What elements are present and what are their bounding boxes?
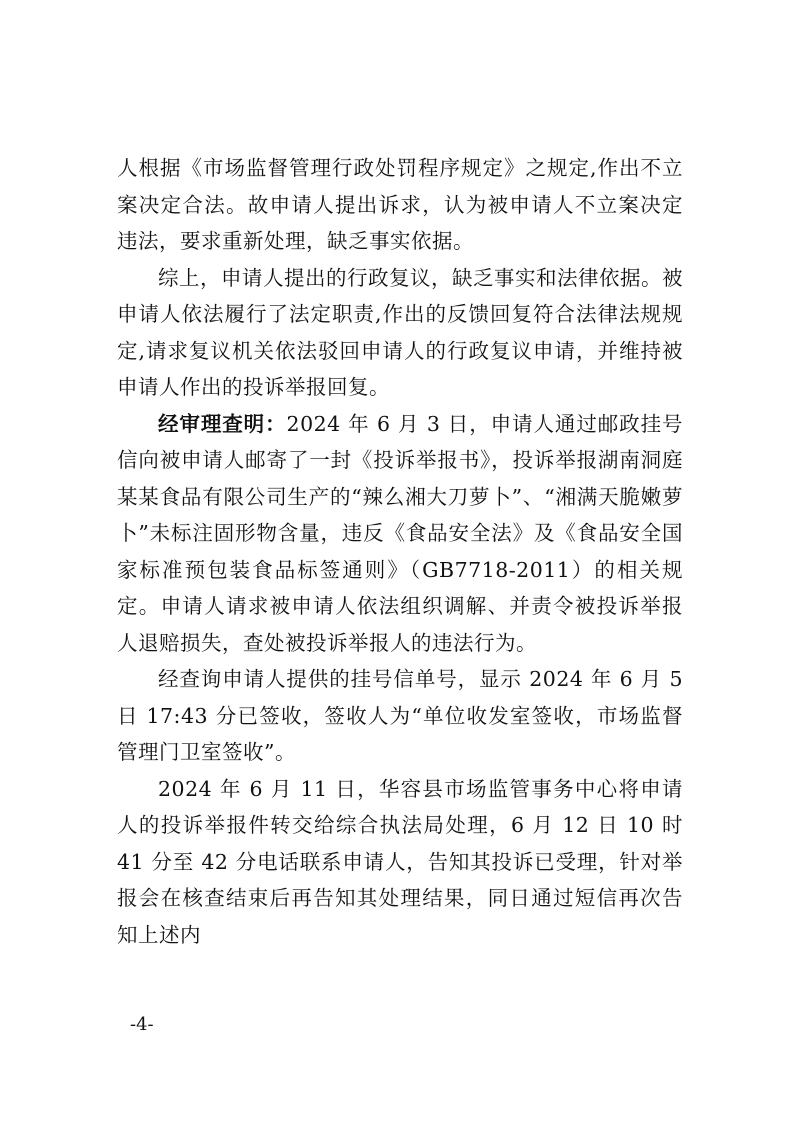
page-number: -4- (130, 1014, 154, 1035)
paragraph-1-text: 人根据《市场监督管理行政处罚程序规定》之规定,作出不立案决定合法。故申请人提出诉求，认为被申请人不立案决定违法，要求重新处理，缺乏事实依据。 (117, 156, 683, 253)
document-body (117, 150, 683, 953)
paragraph-5-text: 2024 年 6 月 11 日，华容县市场监管事务中心将申请人的投诉举报件转交给综合执法局处理，6 月 12 日 10 时 41 分至 42 分电话联系申请人，告知其投诉已受理，针对举报会在核查结束后再告知其处理结果，同日通过短信再次告知上述内 (117, 776, 683, 947)
paragraph-1 (117, 150, 683, 260)
paragraph-4-text: 经查询申请人提供的挂号信单号，显示 2024 年 6 月 5 日 17:43 分已签收，签收人为“单位收发室签收，市场监督管理门卫室签收”。 (117, 667, 683, 764)
paragraph-2-text: 综上，申请人提出的行政复议，缺乏事实和法律依据。被申请人依法履行了法定职责,作出的反馈回复符合法律法规规定,请求复议机关依法驳回申请人的行政复议申请，并维持被申请人作出的投诉举报回复。 (117, 265, 683, 399)
paragraph-3-text: 2024 年 6 月 3 日，申请人通过邮政挂号信向被申请人邮寄了一封《投诉举报书》，投诉举报湖南洞庭某某食品有限公司生产的“辣么湘大刀萝卜”、“湘满天脆嫩萝卜”未标注固形物含量，违反《食品安全法》及《食品安全国家标准预包装食品标签通则》（GB7718-2011）的相关规定。申请人请求被申请人依法组织调解、并责令被投诉举报人退赔损失，查处被投诉举报人的违法行为。 (117, 411, 684, 655)
paragraph-5 (117, 771, 683, 954)
paragraph-4 (117, 661, 683, 771)
paragraph-2 (117, 260, 683, 406)
paragraph-3-lead: 经审理查明： (158, 411, 287, 436)
paragraph-3 (117, 406, 683, 662)
